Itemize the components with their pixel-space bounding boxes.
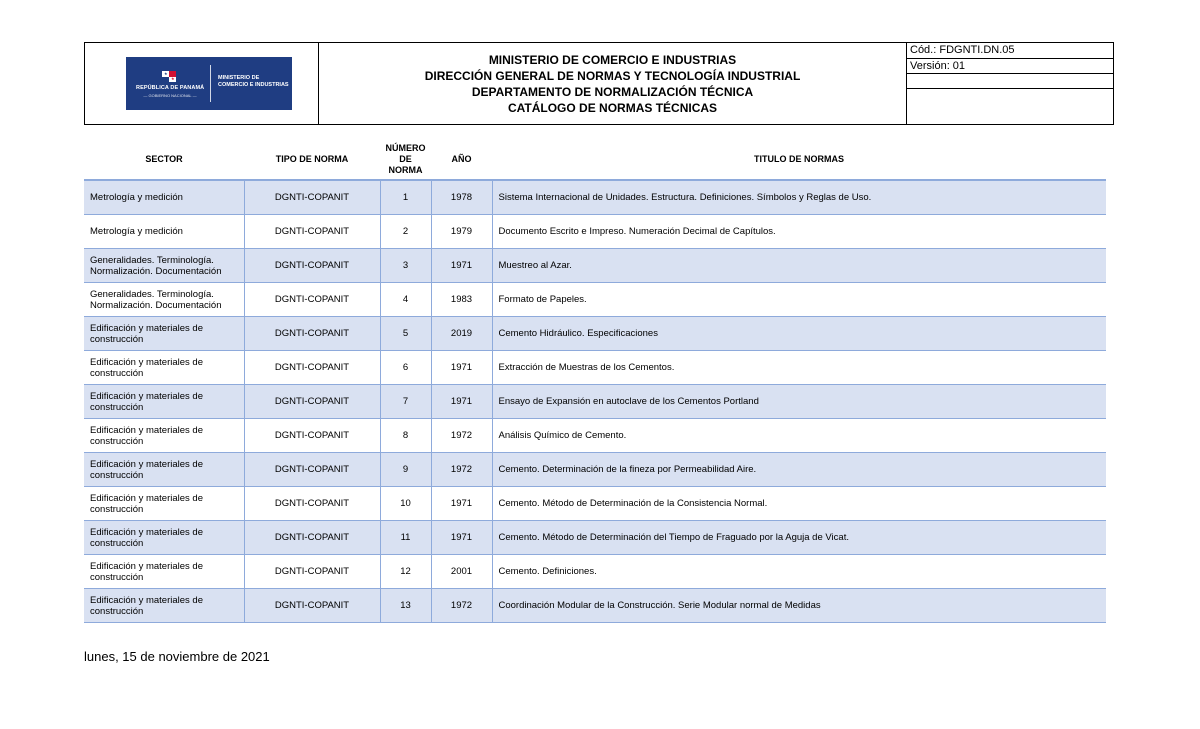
sector-cell: Metrología y medición (84, 180, 244, 215)
table-row (84, 385, 1106, 419)
document-blank-row (907, 74, 1113, 89)
tipo-cell: DGNTI-COPANIT (244, 555, 380, 589)
titulo-cell: Extracción de Muestras de los Cementos. (492, 351, 1106, 385)
document-version: Versión: 01 (907, 59, 1113, 74)
title-ministry: MINISTERIO DE COMERCIO E INDUSTRIAS (488, 52, 737, 67)
titulo-cell: Cemento. Método de Determinación del Tiempo de Fraguado por la Aguja de Vicat. (492, 521, 1106, 555)
table-header-row (84, 140, 1106, 180)
anio-cell: 2019 (431, 317, 492, 351)
anio-cell: 1971 (431, 249, 492, 283)
titulo-cell: Cemento. Método de Determinación de la Consistencia Normal. (492, 487, 1106, 521)
titulo-cell: Ensayo de Expansión en autoclave de los Cementos Portland (492, 385, 1106, 419)
logo-cell (85, 43, 319, 124)
titulo-cell: Cemento Hidráulico. Especificaciones (492, 317, 1106, 351)
title-direction: DIRECCIÓN GENERAL DE NORMAS Y TECNOLOGÍA INDUSTRIAL (424, 68, 801, 83)
column-header-tipo: TIPO DE NORMA (244, 140, 380, 180)
table-row (84, 180, 1106, 215)
anio-cell: 1971 (431, 521, 492, 555)
numero-cell: 5 (380, 317, 431, 351)
tipo-cell: DGNTI-COPANIT (244, 215, 380, 249)
sector-cell: Edificación y materiales de construcción (84, 589, 244, 623)
numero-cell: 10 (380, 487, 431, 521)
logo-republic-name: REPÚBLICA DE PANAMÁ (136, 85, 205, 91)
tipo-cell: DGNTI-COPANIT (244, 385, 380, 419)
document-code-block (907, 43, 1113, 124)
document-code: Cód.: FDGNTI.DN.05 (907, 43, 1113, 59)
logo-government-name: — GOBIERNO NACIONAL — (143, 93, 197, 98)
sector-cell: Metrología y medición (84, 215, 244, 249)
titulo-cell: Documento Escrito e Impreso. Numeración Decimal de Capítulos. (492, 215, 1106, 249)
sector-cell: Edificación y materiales de construcción (84, 555, 244, 589)
sector-cell: Edificación y materiales de construcción (84, 385, 244, 419)
tipo-cell: DGNTI-COPANIT (244, 487, 380, 521)
numero-cell: 7 (380, 385, 431, 419)
sector-cell: Edificación y materiales de construcción (84, 453, 244, 487)
column-header-sector: SECTOR (84, 140, 244, 180)
tipo-cell: DGNTI-COPANIT (244, 249, 380, 283)
titulo-cell: Cemento. Definiciones. (492, 555, 1106, 589)
anio-cell: 1972 (431, 419, 492, 453)
norms-table (84, 140, 1106, 623)
tipo-cell: DGNTI-COPANIT (244, 589, 380, 623)
tipo-cell: DGNTI-COPANIT (244, 453, 380, 487)
table-row (84, 215, 1106, 249)
anio-cell: 1971 (431, 487, 492, 521)
panama-flag-icon: ★ ★ (164, 71, 175, 81)
logo-ministry-name (218, 75, 290, 89)
numero-cell: 4 (380, 283, 431, 317)
numero-cell: 6 (380, 351, 431, 385)
titulo-cell: Formato de Papeles. (492, 283, 1106, 317)
table-row (84, 249, 1106, 283)
sector-cell: Edificación y materiales de construcción (84, 317, 244, 351)
anio-cell: 1983 (431, 283, 492, 317)
logo-ministry-line2: COMERCIO E INDUSTRIAS (218, 82, 289, 88)
numero-cell: 11 (380, 521, 431, 555)
column-header-numero: NÚMERO DE NORMA (380, 140, 431, 180)
anio-cell: 1979 (431, 215, 492, 249)
anio-cell: 1978 (431, 180, 492, 215)
title-catalog: CATÁLOGO DE NORMAS TÉCNICAS (507, 100, 718, 115)
numero-cell: 3 (380, 249, 431, 283)
sector-cell: Edificación y materiales de construcción (84, 351, 244, 385)
tipo-cell: DGNTI-COPANIT (244, 317, 380, 351)
anio-cell: 1971 (431, 385, 492, 419)
titulo-cell: Muestreo al Azar. (492, 249, 1106, 283)
table-row (84, 555, 1106, 589)
table-row (84, 283, 1106, 317)
numero-cell: 2 (380, 215, 431, 249)
logo-ministry-line1: MINISTERIO DE (218, 75, 260, 81)
tipo-cell: DGNTI-COPANIT (244, 180, 380, 215)
titulo-cell: Análisis Químico de Cemento. (492, 419, 1106, 453)
anio-cell: 1972 (431, 589, 492, 623)
numero-cell: 13 (380, 589, 431, 623)
tipo-cell: DGNTI-COPANIT (244, 351, 380, 385)
table-row (84, 453, 1106, 487)
table-row (84, 487, 1106, 521)
table-body (84, 180, 1106, 623)
table-row (84, 589, 1106, 623)
ministry-logo (126, 57, 292, 110)
title-department: DEPARTAMENTO DE NORMALIZACIÓN TÉCNICA (471, 84, 754, 99)
norms-table-wrapper (84, 140, 1106, 623)
column-header-titulo: TITULO DE NORMAS (492, 140, 1106, 180)
titulo-cell: Sistema Internacional de Unidades. Estructura. Definiciones. Símbolos y Reglas de Uso. (492, 180, 1106, 215)
sector-cell: Edificación y materiales de construcción (84, 487, 244, 521)
table-row (84, 419, 1106, 453)
sector-cell: Edificación y materiales de construcción (84, 419, 244, 453)
titulo-cell: Cemento. Determinación de la fineza por Permeabilidad Aire. (492, 453, 1106, 487)
column-header-anio: AÑO (431, 140, 492, 180)
document-header (84, 42, 1114, 125)
numero-cell: 8 (380, 419, 431, 453)
footer-date: lunes, 15 de noviembre de 2021 (84, 649, 270, 664)
anio-cell: 2001 (431, 555, 492, 589)
sector-cell: Generalidades. Terminología. Normalización. Documentación (84, 283, 244, 317)
table-row (84, 317, 1106, 351)
anio-cell: 1971 (431, 351, 492, 385)
table-row (84, 351, 1106, 385)
sector-cell: Generalidades. Terminología. Normalización. Documentación (84, 249, 244, 283)
numero-cell: 9 (380, 453, 431, 487)
tipo-cell: DGNTI-COPANIT (244, 521, 380, 555)
anio-cell: 1972 (431, 453, 492, 487)
numero-cell: 12 (380, 555, 431, 589)
tipo-cell: DGNTI-COPANIT (244, 283, 380, 317)
logo-divider (210, 65, 211, 102)
numero-cell: 1 (380, 180, 431, 215)
titulo-cell: Coordinación Modular de la Construcción. Serie Modular normal de Medidas (492, 589, 1106, 623)
table-row (84, 521, 1106, 555)
tipo-cell: DGNTI-COPANIT (244, 419, 380, 453)
header-title-block (319, 43, 907, 124)
sector-cell: Edificación y materiales de construcción (84, 521, 244, 555)
